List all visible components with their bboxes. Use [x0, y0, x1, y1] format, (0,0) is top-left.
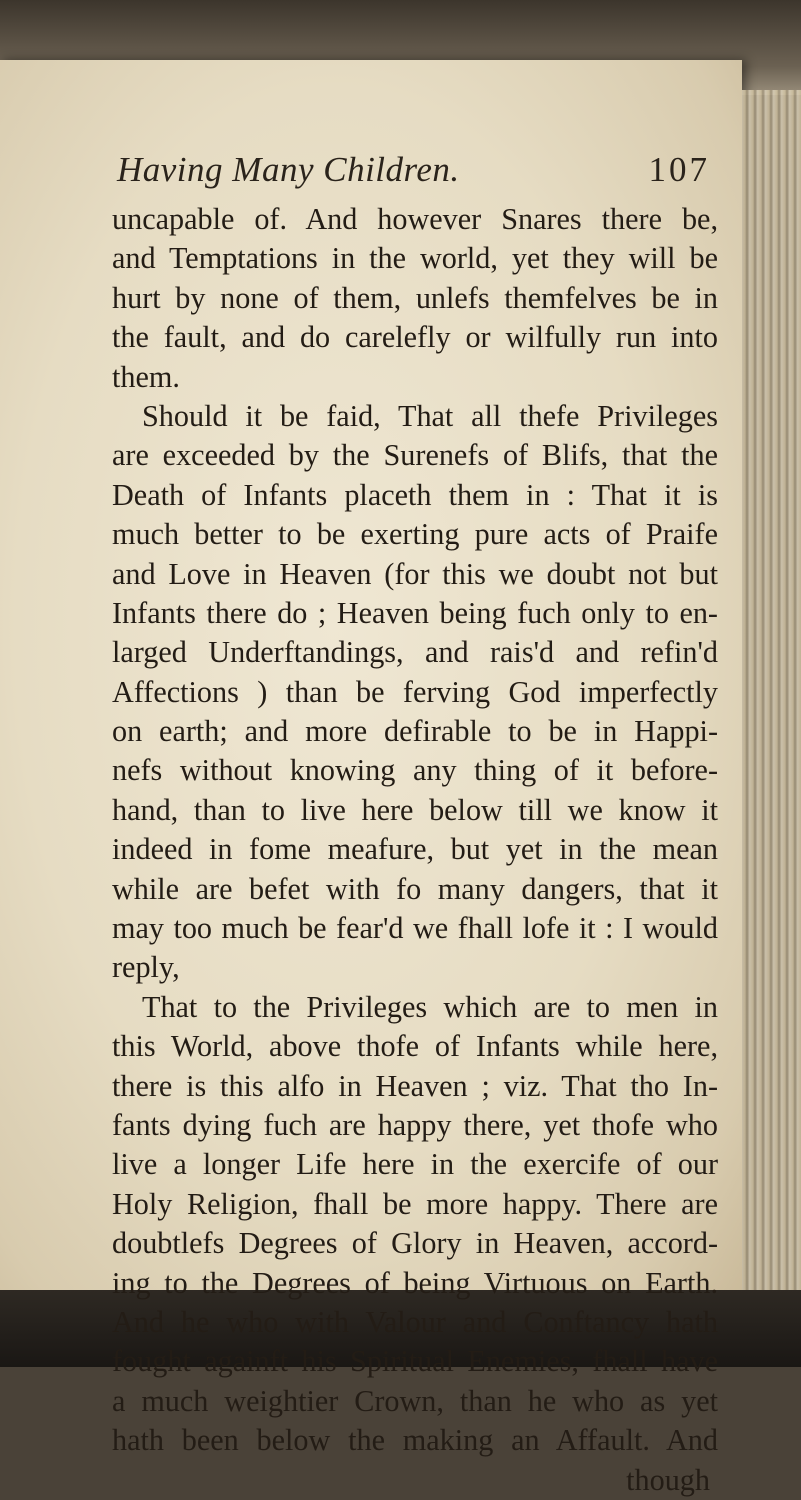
text-line: are exceeded by the Surenefs of Blifs, that the — [112, 438, 718, 473]
text-line: this World, above thofe of Infants while here, — [112, 1029, 718, 1064]
text-line: nefs without knowing any thing of it before- — [112, 753, 718, 788]
text-line: Infants there do ; Heaven being fuch only to en- — [112, 595, 718, 630]
page-edges — [742, 90, 801, 1290]
text-line: Affections ) than be ferving God imperfectly — [112, 674, 718, 709]
text-line: hurt by none of them, unlefs themfelves be in — [112, 280, 718, 315]
text-line: much better to be exerting pure acts of Praife — [112, 517, 718, 552]
text-line: and Temptations in the world, yet they will be — [112, 241, 718, 276]
text-line: uncapable of. And however Snares there be, — [112, 202, 718, 236]
page-header — [95, 150, 710, 198]
text-line: hath been below the making an Affault. And — [112, 1423, 718, 1458]
text-line: larged Underftandings, and rais'd and refin'd — [112, 635, 718, 670]
text-line: Should it be faid, That all thefe Privileges — [142, 398, 718, 433]
text-line: ing to the Degrees of being Virtuous on Earth. — [112, 1265, 718, 1300]
text-line: and Love in Heaven (for this we doubt not but — [112, 556, 718, 591]
text-line: on earth; and more defirable to be in Happi- — [112, 714, 718, 749]
text-line: them. — [112, 359, 180, 394]
text-line: while are befet with fo many dangers, that it — [112, 871, 718, 906]
body-text — [112, 200, 718, 1500]
text-line: Death of Infants placeth them in : That it is — [112, 477, 718, 512]
text-line: hand, than to live here below till we know it — [112, 792, 718, 827]
catchword: though — [626, 1462, 710, 1497]
text-line: live a longer Life here in the exercife of our — [112, 1147, 718, 1182]
page-number: 107 — [648, 150, 710, 189]
text-line: may too much be fear'd we fhall lofe it : I would — [112, 911, 718, 946]
text-line: fants dying fuch are happy there, yet thofe who — [112, 1107, 718, 1142]
text-line: indeed in fome meafure, but yet in the mean — [112, 832, 718, 867]
running-head: Having Many Children. — [117, 150, 460, 189]
text-line: fought againft his Spiritual Enemies, fhall have — [112, 1344, 718, 1379]
text-line: doubtlefs Degrees of Glory in Heaven, accord- — [112, 1226, 718, 1261]
text-line: a much weightier Crown, than he who as yet — [112, 1383, 718, 1418]
text-line: And he who with Valour and Conftancy hath — [112, 1304, 718, 1339]
text-line: That to the Privileges which are to men in — [142, 989, 718, 1024]
text-line: the fault, and do carelefly or wilfully run into — [112, 320, 718, 355]
text-line: there is this alfo in Heaven ; viz. That tho In- — [112, 1068, 718, 1103]
text-line: reply, — [112, 950, 180, 985]
text-line: Holy Religion, fhall be more happy. There are — [112, 1186, 718, 1221]
